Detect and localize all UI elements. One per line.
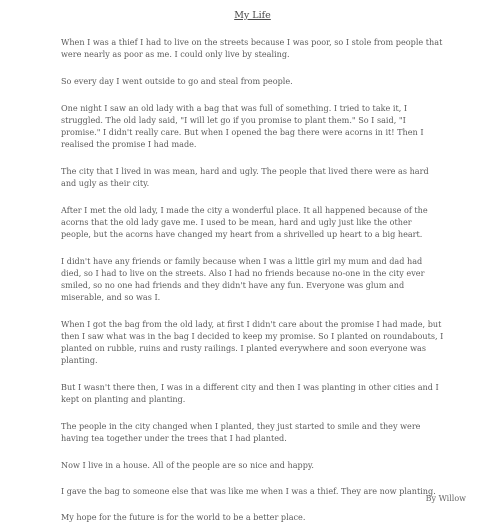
paragraph-3: One night I saw an old lady with a bag that was full of something. I tried to take it, I struggled. The old lady said, "I will let go if you promise to plant them." So I said, "I promise." I didn't really care. But when I opened the bag there were acorns in it! Then I realised the promise I had made. (61, 103, 424, 149)
paragraph-12: My hope for the future is for the world to be a better place. (61, 512, 306, 522)
paragraph-4: The city that I lived in was mean, hard and ugly. The people that lived there were as hard and ugly as their city. (61, 166, 429, 188)
paragraph-7: When I got the bag from the old lady, at first I didn't care about the promise I had made, but then I saw what was in the bag I decided to keep my promise. So I planted on roundabouts, I planted on rubble, ruins and rusty railings. I planted everywhere and soon everyone was planting. (61, 319, 444, 365)
paragraph-1: When I was a thief I had to live on the streets because I was poor, so I stole from people that were nearly as poor as me. I could only live by stealing. (61, 37, 443, 59)
author-byline: By Willow (425, 494, 466, 503)
paragraph-5: After I met the old lady, I made the city a wonderful place. It all happened because of the acorns that the old lady gave me. I used to be mean, hard and ugly just like the other people, but the acorns have changed my heart from a shrivelled up heart to a big heart. (61, 205, 428, 239)
paragraph-8: But I wasn't there then, I was in a different city and then I was planting in other cities and I kept on planting and planting. (61, 382, 439, 404)
paragraph-10: Now I live in a house. All of the people are so nice and happy. (61, 460, 314, 470)
document-title: My Life (234, 10, 271, 21)
paragraph-11: I gave the bag to someone else that was like me when I was a thief. They are now planting. (61, 486, 436, 496)
paragraph-2: So every day I went outside to go and steal from people. (61, 76, 293, 86)
paragraph-9: The people in the city changed when I planted, they just started to smile and they were having tea together under the trees that I had planted. (61, 421, 421, 443)
paragraph-6: I didn't have any friends or family because when I was a little girl my mum and dad had died, so I had to live on the streets. Also I had no friends because no-one in the city ever smiled, so no one had friends and they didn't have any fun. Everyone was glum and miserable, and so was I. (61, 256, 425, 302)
